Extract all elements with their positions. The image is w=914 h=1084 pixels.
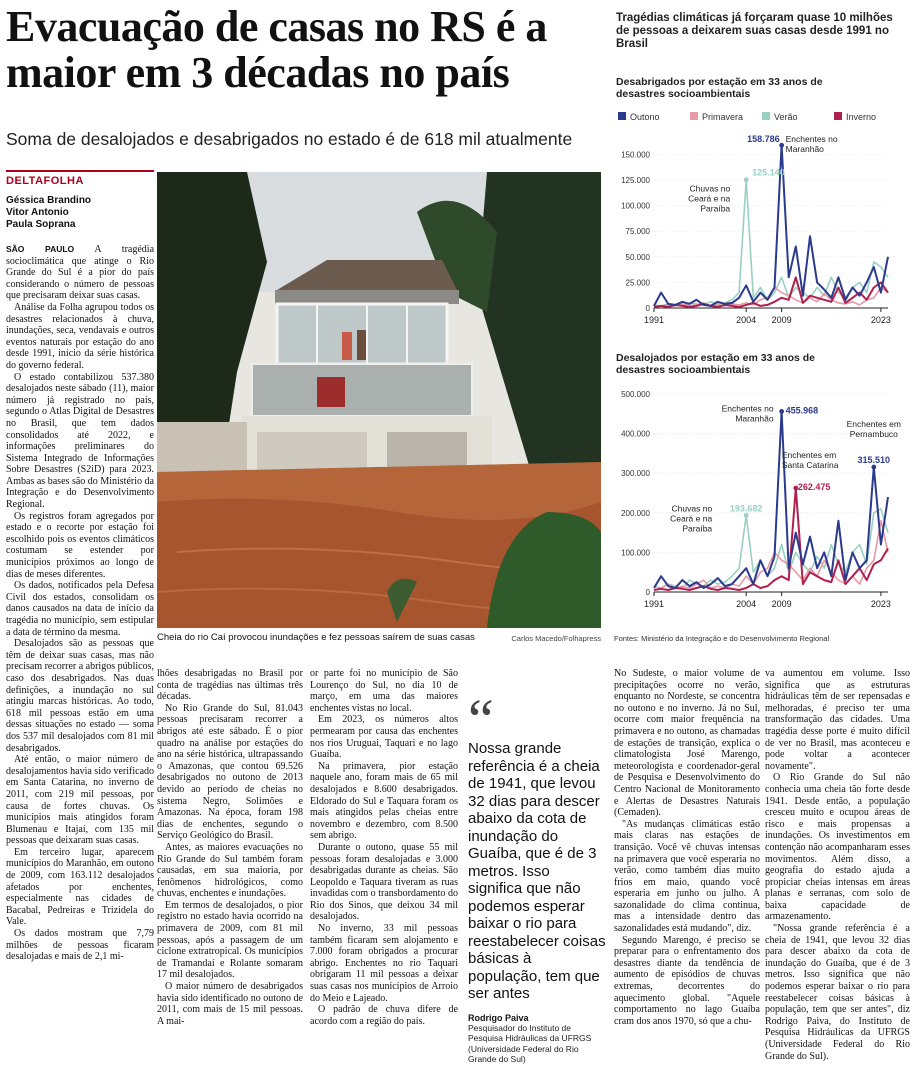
legend-swatch — [834, 112, 842, 120]
paragraph: "As mudanças climáticas estão mais claras nas estações de transição. Você vê chuvas intensas na primavera que você esperaria no verão, como também dias muito frios em maio, quando você esperaria em junho ou julho. A sazonalidade do clima continua, mas a intensidade dentro das sazonalidades está mudando", diz. — [614, 818, 760, 935]
x-tick-label: 2004 — [736, 599, 757, 609]
paragraph: No inverno, 33 mil pessoas também ficaram sem alojamento e 7.000 foram obrigados a procurar abrigo. Enchentes no rio Taquari obrigaram 11 mil pessoas a deixar suas casas nos municípios de Arroio do Meio e Lajeado. — [310, 923, 458, 1004]
x-tick-label: 1991 — [643, 599, 665, 609]
paragraph: Segundo Marengo, é preciso se preparar para o enfrentamento dos desastres diante da tendência de aumento de episódios de chuvas extremas, decorrentes do aquecimento global. "Aquele comportamento no lago Guaíba cram dos anos 1970, só que a chu- — [614, 934, 760, 1027]
x-tick-label: 2009 — [771, 599, 792, 609]
legend-swatch — [690, 112, 698, 120]
paragraph: Antes, as maiores evacuações no Rio Grande do Sul também foram causadas, em sua maioria, por fenômenos hidrológicos, como chuvas, enchentes e inundações. — [157, 841, 303, 900]
flood-photo-illustration — [157, 172, 601, 628]
subhead: Soma de desalojados e desabrigados no estado é de 618 mil atualmente — [6, 129, 573, 149]
annotation-value: 315.510 — [857, 455, 891, 466]
y-tick-label: 100.000 — [621, 201, 650, 211]
annotation-value: 262.475 — [797, 482, 831, 493]
paragraph: Em termos de desalojados, o pior registro no estado havia ocorrido na primavera de 2009, com 81 mil pessoas, após a passagem de um ciclone extratropical. Os municípios de Tramandaí e Rolante somaram 17 mil desalojados. — [157, 899, 303, 981]
paragraph: O maior número de desabrigados havia sido identificado no outono de 2011, com mais de 15 mil pessoas. A mai- — [157, 981, 303, 1027]
paragraph: Na primavera, pior estação naquele ano, foram mais de 65 mil desalojados e 8.600 desabrigados. Eldorado do Sul e Taquara foram os mais atingidos pelas cheias entre novembro e dezembro, com 8.500 sem abrigo. — [310, 760, 458, 842]
photo-caption-text: Cheia do rio Caí provocou inundações e fez pessoas saírem de suas casas — [157, 632, 475, 643]
y-tick-label: 0 — [645, 588, 650, 597]
annotation-value: 193.682 — [729, 503, 763, 514]
paragraph: Análise da Folha agrupou todos os desastres relacionados à chuva, inundações, seca, vendavais e outros eventos naturais por estação do ano desde 1991, início da série histórica do governo federal. — [6, 301, 154, 371]
paragraph: O Rio Grande do Sul não conhecia uma cheia tão forte desde 1941. Desde então, a população cresceu muito e ocupou áreas de risco e mais propensas a inundações. Os investimentos em contenção não acompanharam esses movimentos. Além disso, a geografia do estado ajuda a propiciar cheias intensas em áreas planas e serranas, com solo de baixa capacidade de armazenamento. — [765, 772, 910, 923]
source-note: Fontes: Ministério da Integração e do Desenvolvimento Regional — [614, 634, 830, 643]
legend-swatch — [618, 112, 626, 120]
headline: Evacuação de casas no RS é a maior em 3 décadas no país — [6, 2, 547, 97]
article-column-5 — [614, 668, 760, 1080]
annotation-label: Ceará e na — [688, 193, 731, 204]
y-tick-label: 0 — [645, 304, 650, 313]
photo-caption — [157, 632, 601, 643]
legend-label: Outono — [630, 112, 660, 122]
x-tick-label: 2023 — [870, 599, 891, 609]
y-tick-label: 200.000 — [621, 508, 650, 518]
y-tick-label: 50.000 — [625, 252, 650, 262]
paragraph: Desalojados são as pessoas que têm de deixar suas casas, mas não precisam recorrer a abrigos públicos, caso dos desabrigados. Nas duas definições, a inundação no sul atingiu marcas históricas. Ao todo, 618 mil pessoas estão em uma dessas situações no estado — soma dos 537 mil desalojados com 81 mil desabrigados. — [6, 638, 154, 754]
chart-desalojados — [612, 378, 912, 620]
annotation-point — [744, 177, 749, 182]
article-column-2 — [157, 668, 303, 1080]
paragraph: Durante o outono, quase 55 mil pessoas foram desalojadas e 3.000 desabrigadas durante as cheias. São Leopoldo e Taquara tiveram as ruas invadidas com o transbordamento do Rio dos Sinos, que deixou 34 mil desalojados. — [310, 841, 458, 923]
y-tick-label: 500.000 — [621, 390, 650, 399]
pull-quote-text: Nossa grande referência é a cheia de 1941, que levou 32 dias para descer abaixo da cota de inundação do Guaíba, que é de 3 metros. Isso significa que não podemos esperar baixar o rio para reestabelecer coisas básicas à população, tem que ser antes — [468, 740, 606, 1002]
y-tick-label: 75.000 — [625, 227, 650, 237]
pull-quote-author: Rodrigo Paiva — [468, 1012, 529, 1023]
dateline: SÃO PAULO — [6, 244, 75, 254]
annotation-label: Enchentes em — [781, 450, 837, 461]
authors — [6, 195, 154, 231]
annotation-value: 125.140 — [752, 167, 785, 178]
article-column-6 — [765, 668, 910, 1080]
annotation-point — [871, 465, 876, 470]
paragraph: Os dados mostram que 7,79 milhões de pessoas ficaram desalojadas e mais de 2,1 mi- — [6, 928, 154, 963]
chart-1-title: Desabrigados por estação em 33 anos de desastres socioambientais — [616, 76, 823, 100]
paragraph: Os dados, notificados pela Defesa Civil dos estados, consolidam os danos causados na data de início da tragédia no município, sem estipular a data de término da mesma. — [6, 580, 154, 638]
paragraph: va aumentou em volume. Isso significa que as estruturas hidráulicas têm de ser repensadas e melhoradas, é preciso ter uma transformação das cidades. Uma tragédia desse porte é muito difícil de ver no Brasil, mas aconteceu e pode voltar a acontecer novamente". — [765, 668, 910, 772]
brand-label: DELTAFOLHA — [6, 170, 154, 187]
x-tick-label: 2009 — [771, 315, 792, 325]
paragraph: Até então, o maior número de desalojamentos havia sido verificado em Santa Catarina, no inverno de 2011, com 219 mil pessoas, por causa de fortes chuvas. Os municípios mais atingidos foram Blumenau e Itajaí, com 135 mil pessoas que deixaram suas casas. — [6, 754, 154, 847]
annotation-label: Ceará e na — [670, 513, 713, 524]
pull-quote-role: Pesquisador do Instituto de Pesquisa Hidráulicas da UFRGS (Universidade Federal do Rio Grande do Sul) — [468, 1022, 592, 1064]
article-column-1 — [6, 244, 154, 1080]
annotation-point — [779, 409, 784, 414]
y-tick-label: 25.000 — [625, 278, 650, 288]
pull-quote — [468, 687, 608, 1065]
paragraph: SÃO PAULO A tragédia socioclimática que atinge o Rio Grande do Sul é a pior do país considerando o número de pessoas que precisaram deixar suas casas. — [6, 244, 154, 302]
annotation-value: 158.786 — [747, 134, 780, 145]
infographic-title: Tragédias climáticas já forçaram quase 10 milhões de pessoas a deixarem suas casas desde 1991 no Brasil — [616, 12, 893, 50]
annotation-label: Paraíba — [682, 523, 713, 534]
paragraph: No Rio Grande do Sul, 81.043 pessoas precisaram recorrer a abrigos até este sábado. É o pior quadro na análise por estações do ano na série histórica, ultrapassando o Amazonas, que contou 69.526 desabrigados no outono de 2013 devido ao período de cheias no sistema Negro, Solimões e Amazonas. Na época, foram 198 dias de enchentes, segundo o Serviço Geológico do Brasil. — [157, 702, 303, 842]
annotation-label: Paraíba — [700, 203, 731, 214]
annotation-label: Chuvas no — [689, 183, 731, 194]
author-name: Géssica Brandino — [6, 195, 92, 206]
legend-label: Primavera — [702, 112, 744, 122]
annotation-label: Enchentes em — [846, 419, 901, 430]
y-tick-label: 300.000 — [621, 469, 650, 479]
y-tick-label: 100.000 — [621, 548, 650, 558]
legend-swatch — [762, 112, 770, 120]
paragraph: lhões desabrigadas no Brasil por conta de tragédias nas últimas três décadas. — [157, 668, 303, 703]
article-column-3 — [310, 668, 458, 1080]
legend-label: Verão — [774, 112, 798, 122]
legend-label: Inverno — [846, 112, 877, 122]
paragraph: "Nossa grande referência é a cheia de 1941, que levou 32 dias para descer abaixo da cota de inundação do Guaíba, que é de 3 metros. Isso significa que não podemos esperar baixar o rio para reestabelecer coisas básicas à população, tem que ser antes", diz Rodrigo Paiva, do Instituto de Pesquisa Hidráulicas da UFRGS (Universidade Federal do Rio Grande do Sul). — [765, 923, 910, 1062]
annotation-point — [779, 143, 784, 148]
x-tick-label: 2023 — [870, 315, 891, 325]
paragraph: No Sudeste, o maior volume de precipitações ocorre no verão, enquanto no Nordeste, se concentra no outono e no inverno. Já no Sul, ocorre com maior frequência na primavera e no outono, as chamadas de estações de transição, explica o climatologista José Marengo, meteorologista e coordenador-geral de Pesquisa e Desenvolvimento do Centro Nacional de Monitoramento e Alertas de Desastres Naturais (Cemaden). — [614, 668, 760, 819]
paragraph: or parte foi no município de São Lourenço do Sul, no dia 10 de março, em uma das maiores enchentes vistas no local. — [310, 668, 458, 714]
paragraph: Em 2023, os números altos permearam por causa das enchentes nos rios Uruguai, Taquari e no lago Guaíba. — [310, 714, 458, 761]
x-tick-label: 2004 — [736, 315, 757, 325]
annotation-label: Pernambuco — [849, 429, 898, 440]
paragraph: Os registros foram agregados por estado e o recorte por estação foi escolhido pois os eventos climáticos costumam se estender por municípios próximos ao longo de dias de meses diferentes. — [6, 510, 154, 580]
y-tick-label: 125.000 — [621, 175, 650, 185]
annotation-label: Enchentes no — [785, 134, 838, 145]
y-tick-label: 150.000 — [621, 150, 650, 160]
author-name: Vitor Antonio — [6, 207, 69, 218]
annotation-label: Maranhão — [785, 144, 824, 155]
flood-photo — [157, 172, 601, 628]
annotation-label: Enchentes no — [721, 403, 774, 414]
chart-desabrigados — [612, 104, 912, 336]
annotation-label: Maranhão — [735, 413, 774, 424]
paragraph: O estado contabilizou 537.380 desalojados neste sábado (11), maior número já registrado no país, segundo o Atlas Digital de Desastres no Brasil, que tem dados consolidados até 2022, e informações preliminares do Sistema Integrado de Informações Sobre Desastres (S2iD) para 2023. Ambas as bases são do Ministério da Integração e do Desenvolvimento Regional. — [6, 371, 154, 511]
paragraph: Em terceiro lugar, aparecem municípios do Maranhão, em outono de 2009, com 163.112 desalojados afetados por enchentes, especialmente nas cidades de Bacabal, Pedreiras e Trizidela do Vale. — [6, 846, 154, 928]
y-tick-label: 400.000 — [621, 429, 650, 439]
author-name: Paula Soprana — [6, 219, 76, 230]
annotation-label: Chuvas no — [671, 503, 713, 514]
annotation-value: 455.968 — [785, 405, 819, 416]
x-tick-label: 1991 — [643, 315, 665, 325]
annotation-label: Santa Catarina — [781, 460, 839, 471]
paragraph: O padrão de chuva difere de acordo com a região do país. — [310, 1004, 458, 1027]
photo-credit: Carlos Macedo/Folhapress — [511, 634, 601, 643]
chart-2-title: Desalojados por estação em 33 anos de desastres socioambientais — [616, 352, 815, 376]
quote-mark-icon: “ — [468, 687, 494, 752]
annotation-point — [744, 513, 749, 518]
